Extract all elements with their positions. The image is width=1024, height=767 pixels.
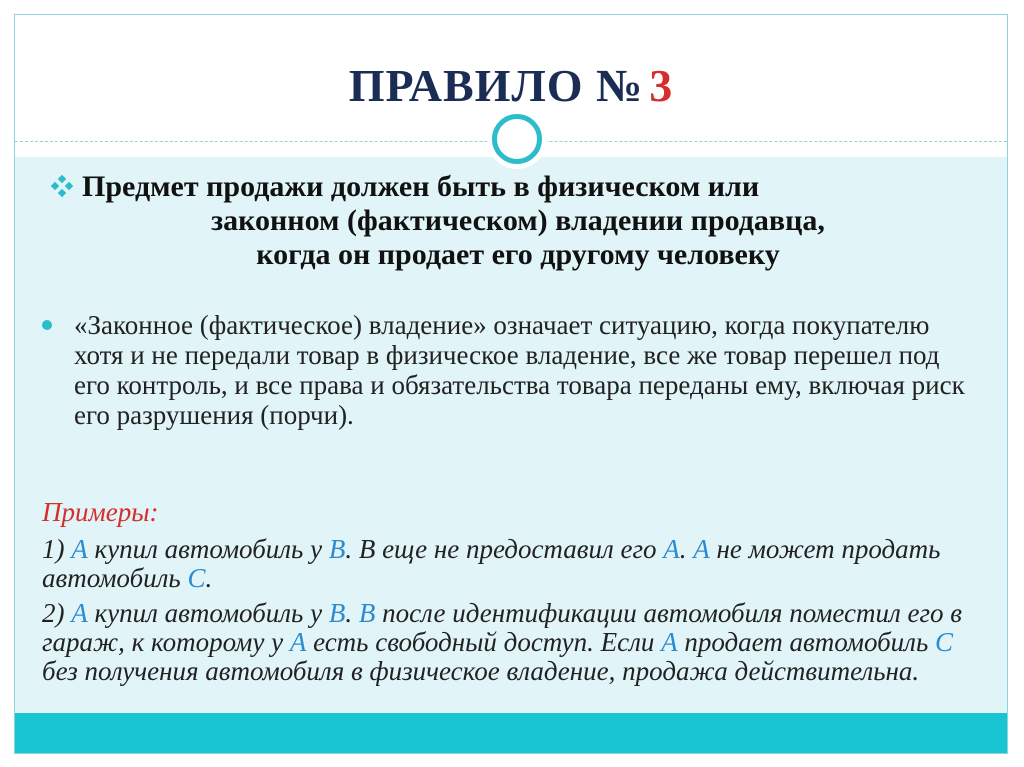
party-a: А	[71, 598, 88, 628]
example-text: .	[205, 563, 213, 593]
ring-ornament-icon	[492, 114, 542, 164]
example-text: .	[679, 534, 694, 564]
rule-line-1: Предмет продажи должен быть в физическом или	[82, 170, 760, 203]
party-b: В	[328, 598, 346, 628]
example-text: . В еще не предоставил его	[345, 534, 664, 564]
rule-line-3: когда он продает его другому человеку	[256, 238, 780, 271]
party-a: А	[663, 534, 680, 564]
examples-block	[42, 498, 992, 686]
example-text: после идентификации автомобиля поместил его в гараж, к которому у	[42, 598, 963, 657]
example-2-number: 2)	[42, 598, 65, 628]
example-text: есть свободный доступ. Если	[306, 627, 662, 657]
example-text: купил автомобиль у	[87, 534, 329, 564]
title-text: ПРАВИЛО №	[348, 60, 644, 111]
examples-heading: Примеры:	[42, 497, 159, 527]
definition-text: «Законное (фактическое) владение» означает ситуацию, когда покупателю хотя и не передали товар в физическое владение, все же товар перешел под его контроль, и все права и обязательства товара переданы ему, включая риск его разрушения (порчи).	[74, 310, 965, 430]
diamond-bullet-icon	[50, 174, 74, 198]
example-text: не может продать автомобиль	[42, 534, 941, 593]
example-1	[42, 535, 992, 593]
dot-bullet-icon	[42, 320, 52, 330]
party-c: С	[935, 627, 954, 657]
example-1-number: 1)	[42, 534, 65, 564]
example-2	[42, 599, 992, 686]
example-text: без получения автомобиля в физическое владение, продажа действительна.	[42, 656, 920, 686]
rule-line-2: законном (фактическом) владении продавца,	[211, 204, 825, 237]
slide-title	[15, 59, 1007, 112]
party-c: С	[187, 563, 206, 593]
party-a: А	[71, 534, 88, 564]
title-number: 3	[649, 60, 674, 111]
party-a: А	[693, 534, 710, 564]
example-text: продает автомобиль	[677, 627, 935, 657]
bottom-band	[15, 713, 1007, 753]
party-b: В	[358, 598, 376, 628]
example-text: .	[345, 598, 359, 628]
example-text: купил автомобиль у	[87, 598, 329, 628]
party-a: А	[661, 627, 678, 657]
party-b: В	[328, 534, 346, 564]
party-a: А	[289, 627, 307, 657]
